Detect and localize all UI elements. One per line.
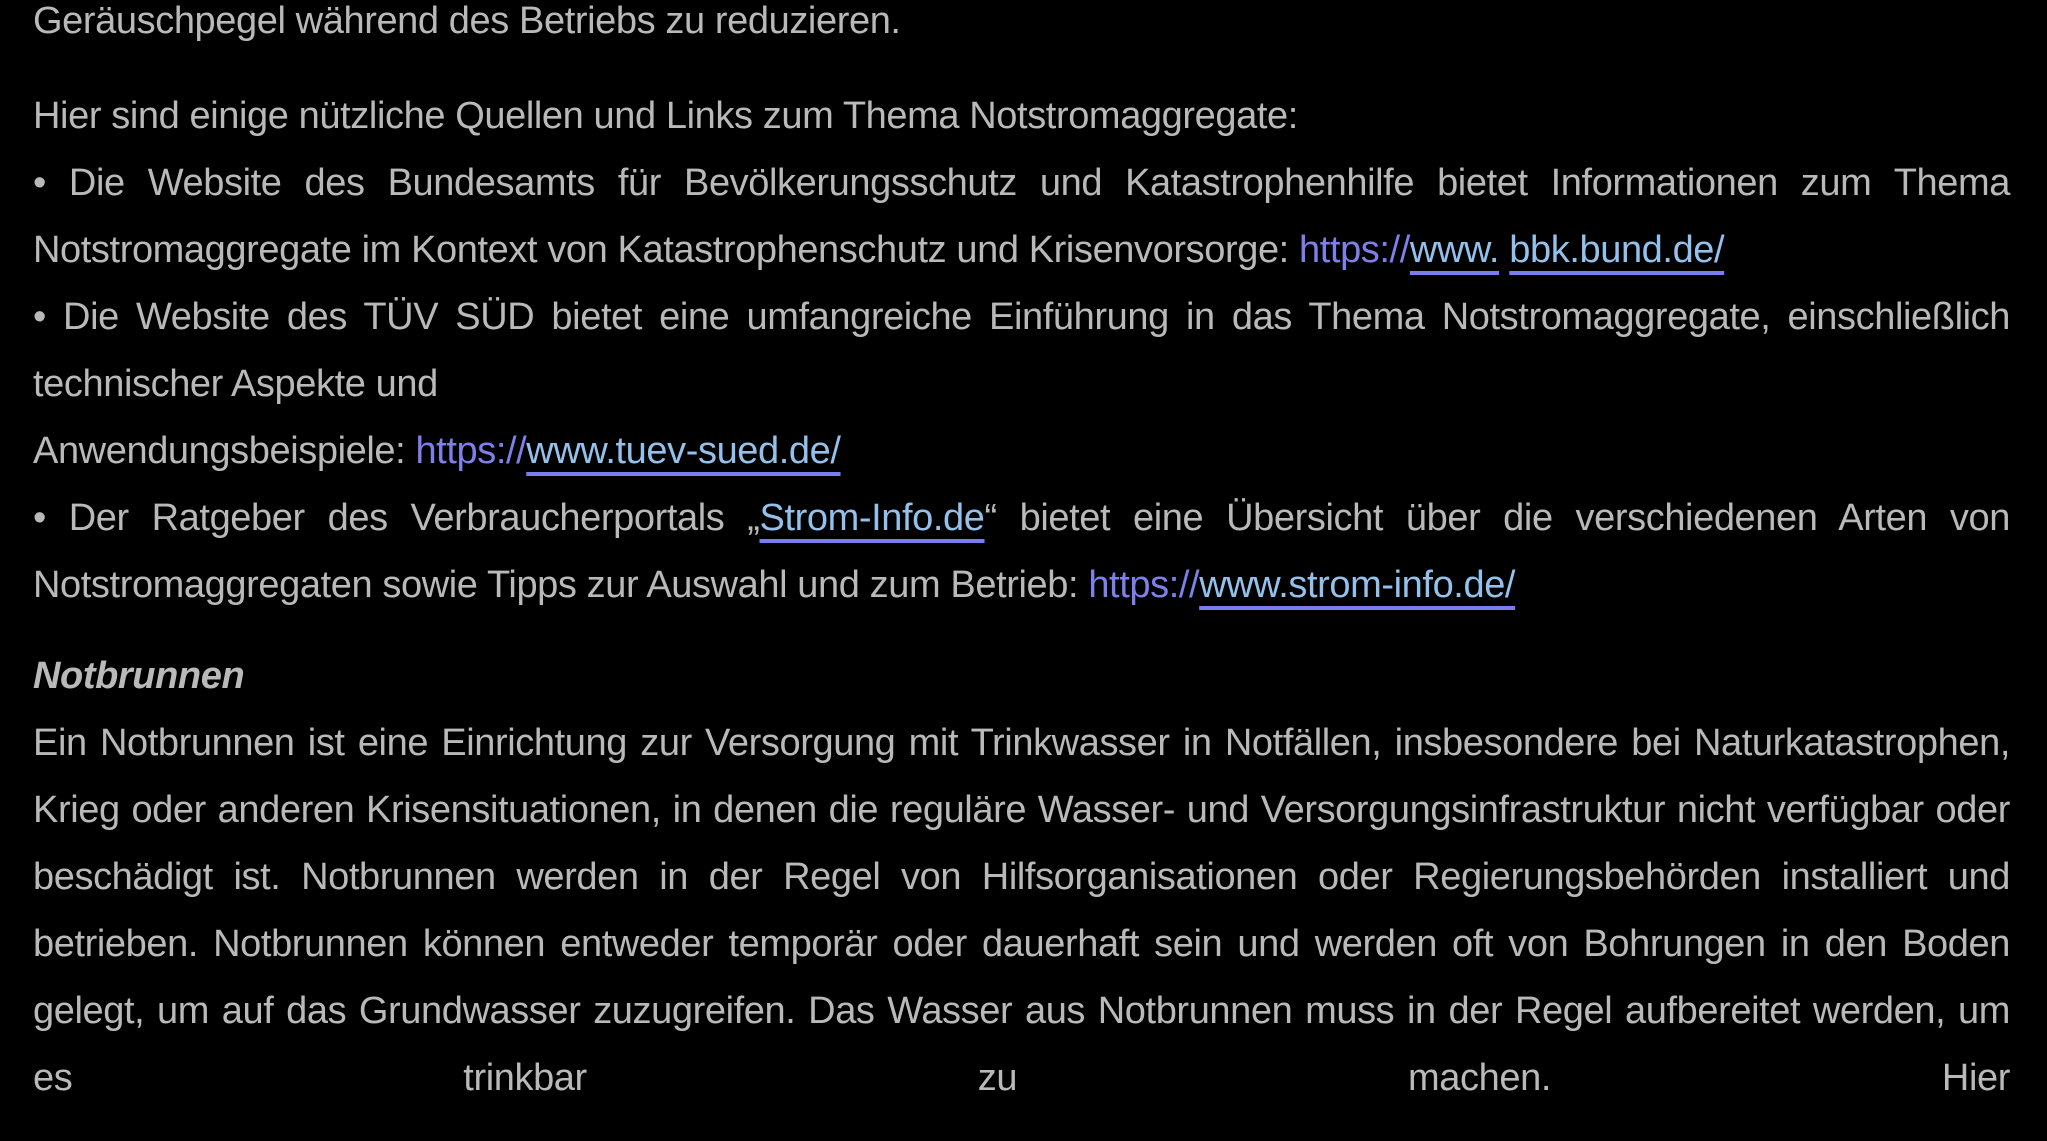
- bullet-item-strom-info: [33, 485, 2021, 619]
- text-run: • Die Website des TÜV SÜD bietet eine umfangreiche Einführung in das Thema Notstromaggregate, einschließlich technischer Aspekte und: [33, 296, 2021, 405]
- hyperlink[interactable]: bbk.bund.de/: [1509, 229, 1725, 271]
- bullet-item-tuev-sued: [33, 284, 2021, 485]
- text-run: Anwendungsbeispiele:: [33, 430, 416, 472]
- hyperlink[interactable]: www.tuev-sued.de/: [526, 430, 841, 472]
- heading-notbrunnen: [33, 643, 2010, 710]
- hyperlink-protocol[interactable]: https://: [1299, 229, 1410, 271]
- hyperlink[interactable]: Strom-Info.de: [759, 497, 985, 539]
- text-run: Notbrunnen: [33, 655, 245, 697]
- hyperlink-protocol[interactable]: https://: [415, 430, 527, 472]
- hyperlink[interactable]: www.strom-info.de/: [1199, 564, 1516, 606]
- paragraph-notbrunnen-definition: [33, 710, 2021, 1112]
- paragraph-generator-noise: [33, 0, 2010, 55]
- text-run: Hier sind einige nützliche Quellen und Links zum Thema Notstromaggregate:: [33, 95, 1298, 137]
- text-run: “ bietet eine Übersicht über die verschiedenen Arten von Notstromaggregaten sowie Tipps zur Auswahl und zum Betrieb:: [33, 497, 2021, 606]
- hyperlink-protocol[interactable]: https://: [1088, 564, 1200, 606]
- hyperlink[interactable]: www.: [1409, 229, 1500, 271]
- text-run: • Der Ratgeber des Verbraucherportals „: [33, 497, 760, 539]
- text-run: Geräuschpegel während des Betriebs zu reduzieren.: [33, 0, 901, 42]
- paragraph-sources-intro: [33, 83, 2010, 150]
- text-run: [1499, 229, 1509, 271]
- text-run: • Die Website des Bundesamts für Bevölkerungsschutz und Katastrophenhilfe bietet Informationen zum Thema Notstromaggregate im Kontext von Katastrophenschutz und Krisenvorsorge:: [33, 162, 2021, 271]
- bullet-item-bbk: [33, 150, 2021, 284]
- text-run: Ein Notbrunnen ist eine Einrichtung zur Versorgung mit Trinkwasser in Notfällen, insbesondere bei Naturkatastrophen, Krieg oder anderen Krisensituationen, in denen die reguläre Wasser- und Versorgungsinfrastruktur nicht verfügbar oder beschädigt ist. Notbrunnen werden in der Regel von Hilfsorganisationen oder Regierungsbehörden installiert und betrieben. Notbrunnen können entweder temporär oder dauerhaft sein und werden oft von Bohrungen in den Boden gelegt, um auf das Grundwasser zuzugreifen. Das Wasser aus Notbrunnen muss in der Regel aufbereitet werden, um es trinkbar zu machen. Hier: [33, 722, 2021, 1099]
